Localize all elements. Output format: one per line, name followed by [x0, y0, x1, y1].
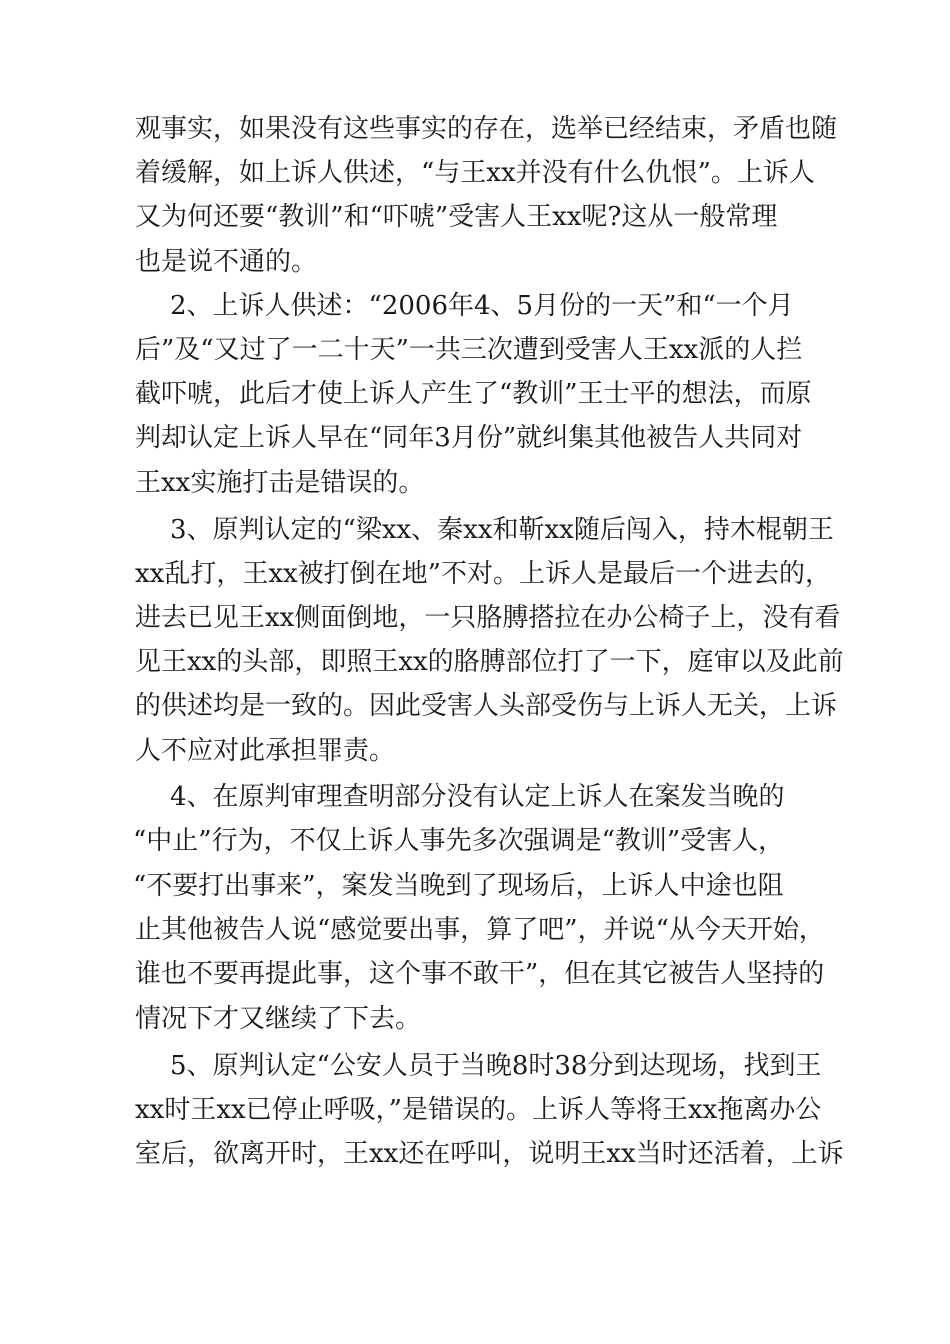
- text-line: “不要打出事来”，案发当晚到了现场后，上诉人中途也阻: [133, 871, 784, 901]
- text-line: 室后，欲离开时，王xx还在呼叫，说明王xx当时还活着，上诉: [135, 1139, 844, 1169]
- paragraph-5-first-line: 5、原判认定“公安人员于当晚8时38分到达现场，找到王: [170, 1051, 822, 1081]
- text-line: 后”及“又过了一二十天”一共三次遭到受害人王xx派的人拦: [135, 335, 803, 365]
- paragraph-3-first-line: 3、原判认定的“梁xx、秦xx和靳xx随后闯入，持木棍朝王: [170, 515, 834, 545]
- text-line: 判却认定上诉人早在“同年3月份”就纠集其他被告人共同对: [135, 423, 803, 453]
- paragraph-4-first-line: 4、在原判审理查明部分没有认定上诉人在案发当晚的: [170, 782, 785, 812]
- text-line: 观事实，如果没有这些事实的存在，选举已经结束，矛盾也随: [135, 114, 838, 144]
- text-line: 又为何还要“教训”和“吓唬”受害人王xx呢?这从一般常理: [135, 202, 778, 232]
- text-line: 情况下才又继续了下去。: [135, 1004, 422, 1034]
- text-line: 截吓唬，此后才使上诉人产生了“教训”王士平的想法，而原: [135, 379, 812, 409]
- text-line: 也是说不通的。: [135, 247, 318, 277]
- text-line: 止其他被告人说“感觉要出事，算了吧”，并说“从今天开始，: [135, 915, 825, 945]
- paragraph-2-first-line: 2、上诉人供述：“2006年4、5月份的一天”和“一个月: [170, 291, 794, 321]
- text-line: 的供述均是一致的。因此受害人头部受伤与上诉人无关，上诉: [135, 691, 838, 721]
- text-line: 见王xx的头部，即照王xx的胳膊部位打了一下，庭审以及此前: [135, 647, 844, 677]
- text-line: 着缓解，如上诉人供述，“与王xx并没有什么仇恨”。上诉人: [135, 158, 815, 188]
- text-line: 王xx实施打击是错误的。: [135, 468, 425, 498]
- text-line: xx乱打，王xx被打倒在地”不对。上诉人是最后一个进去的，: [135, 559, 831, 589]
- text-line: “中止”行为，不仅上诉人事先多次强调是“教训”受害人，: [133, 826, 785, 856]
- text-line: 谁也不要再提此事，这个事不敢干”，但在其它被告人坚持的: [135, 959, 825, 989]
- text-line: 人不应对此承担罪责。: [135, 736, 396, 766]
- text-line: xx时王xx已停止呼吸，”是错误的。上诉人等将王xx拖离办公: [135, 1095, 822, 1125]
- text-line: 进去已见王xx侧面倒地，一只胳膊搭拉在办公椅子上，没有看: [135, 603, 841, 633]
